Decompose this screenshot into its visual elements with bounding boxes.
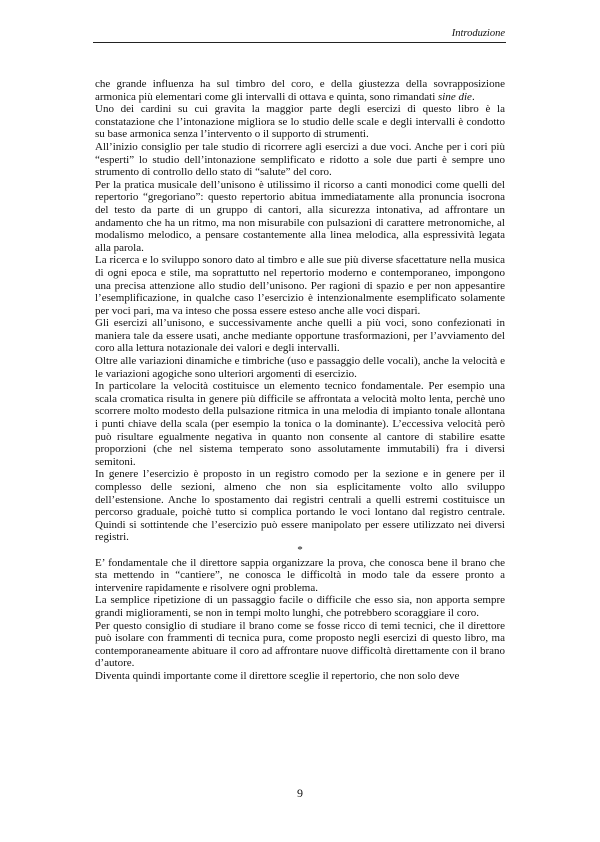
paragraph: Gli esercizi all’unisono, e successivamente anche quelli a più voci, sono confezionati in maniera tale da essere usati, anche mediante opportune trasformazioni, per l’avviamento del coro alla lettura notazionale dei valori e degli intervalli. <box>95 317 505 355</box>
paragraph: Oltre alle variazioni dinamiche e timbriche (uso e passaggio delle vocali), anche la velocità e le variazioni agogiche sono ulteriori argomenti di esercizio. <box>95 355 505 380</box>
paragraph: Diventa quindi importante come il direttore sceglie il repertorio, che non solo deve <box>95 669 460 682</box>
paragraph: In particolare la velocità costituisce un elemento tecnico fondamentale. Per esempio una scala cromatica risulta in genere più difficile se affrontata a velocità molto lenta, perchè uno scorrere molto modesto della pulsazione ritmica in una melodia di impianto tonale allontana i punti chiave della scala (per esempio la tonica o la dominante). L’eccessiva velocità però può risultare egualmente negativa in quanto non consente al cantore di stabilire esatte proporzioni (che nel sistema temperato sono assolutamente immutabili) fra i diversi semitoni. <box>95 380 505 468</box>
paragraph: Per questo consiglio di studiare il brano come se fosse ricco di temi tecnici, che il direttore può isolare con frammenti di tecnica pura, come proposto negli esercizi di questo libro, ma contemporaneamente abituare il coro ad affrontare nuove difficoltà direttamente con il brano d’autore. <box>95 619 505 670</box>
paragraph: E’ fondamentale che il direttore sappia organizzare la prova, che conosca bene il brano che sta mettendo in “cantiere”, ne conosca le difficoltà in modo tale da essere pronto a intervenire rapidamente e risolvere ogni problema. <box>95 556 505 594</box>
body-text <box>95 78 505 683</box>
paragraph: La semplice ripetizione di un passaggio facile o difficile che esso sia, non apporta sempre grandi miglioramenti, se non in tempi molto lunghi, che potrebbero scoraggiare il coro. <box>95 594 505 619</box>
section-separator: * <box>297 543 303 556</box>
running-head: Introduzione <box>451 28 505 39</box>
header-rule <box>93 42 506 43</box>
paragraph: All’inizio consiglio per tale studio di ricorrere agli esercizi a due voci. Anche per i cori più “esperti” lo studio dell’intonazione semplificato e ridotto a sole due parti è sempre uno strumento di controllo dello stato di “salute” del coro. <box>95 140 505 179</box>
paragraph: In genere l’esercizio è proposto in un registro comodo per la sezione e in genere per il complesso delle sezioni, almeno che non sia esplicitamente volto allo sviluppo dell’estensione. Anche lo spostamento dai registri centrali a quelli estremi costituisce un percorso graduale, poichè tutto si complica portando le voci lontano dal registro centrale. Quindi si sottintende che l’esercizio può essere manipolato per essere utilizzato nei diversi registri. <box>95 468 505 544</box>
paragraph: La ricerca e lo sviluppo sonoro dato al timbro e alle sue più diverse sfacettature nella musica di ogni epoca e stile, ma soprattutto nel repertorio moderno e contemporaneo, impongono una precisa attenzione allo studio dell’unisono. Per ragioni di spazio e per non appesantire l’esemplificazione, in qualche caso l’esercizio è intenzionalmente esemplificato solamente per voci pari, ma va inteso che possa essere esteso anche alle voci dispari. <box>95 254 505 317</box>
paragraph: Uno dei cardini su cui gravita la maggior parte degli esercizi di questo libro è la constatazione che l’intonazione migliora se lo studio delle scale e degli intervalli è condotto su base armonica senza l’intervento o il supporto di strumenti. <box>95 103 505 141</box>
page-number: 9 <box>297 786 303 800</box>
paragraph: Per la pratica musicale dell’unisono è utilissimo il ricorso a canti monodici come quelli del repertorio “gregoriano”: questo repertorio abitua immediatamente alla pronuncia isocrona del testo da parte di un gruppo di cantori, alla sicurezza intonativa, ad affrontare un andamento che ha un ritmo, ma non misurabile con pulsazioni di carattere metronomiche, al modalismo melodico, a pensare costantemente alla linea melodica, alla espressività legata alla parola. <box>95 178 505 254</box>
emphasis: sine die <box>438 90 472 103</box>
paragraph: che grande influenza ha sul timbro del coro, e della giustezza della sovrapposizione armonica più elementari come gli intervalli di ottava e quinta, sono rimandati sine die. <box>95 78 505 103</box>
